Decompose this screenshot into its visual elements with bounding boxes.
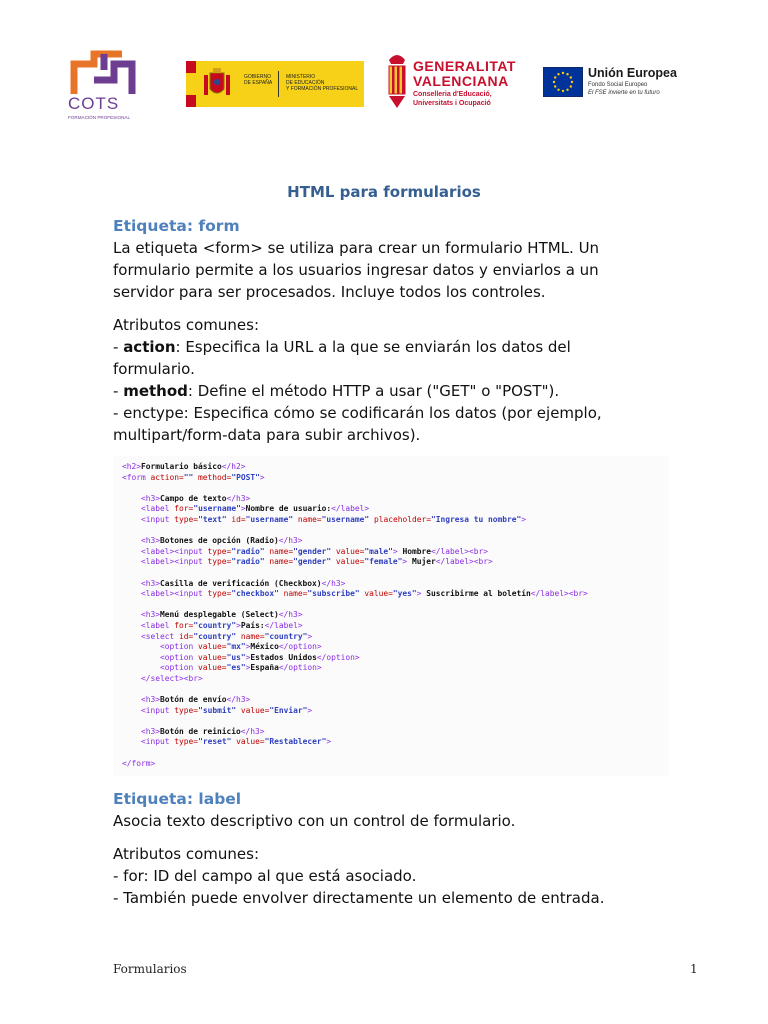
header-logos bbox=[0, 40, 768, 130]
ministerio-text: MINISTERIO DE EDUCACIÓN Y FORMACIÓN PROFESIONAL bbox=[286, 74, 359, 92]
eu-star-icon bbox=[562, 72, 564, 74]
generalitat-line2: VALENCIANA bbox=[413, 73, 509, 89]
cots-subtitle: FORMACIÓN PROFESIONAL bbox=[68, 115, 131, 120]
paragraph-line: servidor para ser procesados. Incluye todos los controles. bbox=[113, 283, 546, 301]
eu-star-icon bbox=[554, 85, 556, 87]
attr-enctype-cont: multipart/form-data para subir archivos). bbox=[113, 426, 421, 444]
eu-logo bbox=[543, 67, 693, 103]
attr-enctype: - enctype: Especifica cómo se codificarán los datos (por ejemplo, bbox=[113, 404, 602, 422]
section-label bbox=[113, 788, 673, 909]
list-item: - También puede envolver directamente un elemento de entrada. bbox=[113, 889, 605, 907]
eu-star-icon bbox=[553, 81, 555, 83]
eu-slogan: El FSE invierte en tu futuro bbox=[588, 90, 660, 96]
attr-action-name: action bbox=[123, 338, 176, 356]
eu-star-icon bbox=[562, 90, 564, 92]
attr-method-name: method bbox=[123, 382, 188, 400]
gobierno-logo bbox=[186, 61, 364, 107]
generalitat-line3: Conselleria d'Educació, Universitats i Ocupació bbox=[413, 91, 492, 107]
attr-method: - method: Define el método HTTP a usar ("GET" o "POST"). bbox=[113, 382, 560, 400]
eu-star-icon bbox=[566, 89, 568, 91]
attrs-heading: Atributos comunes: bbox=[113, 845, 260, 863]
section-heading-label: Etiqueta: label bbox=[113, 790, 242, 808]
cots-mark-icon bbox=[70, 50, 136, 96]
spain-flag-icon bbox=[186, 61, 196, 107]
document-title: HTML para formularios bbox=[287, 183, 481, 201]
generalitat-line1: GENERALITAT bbox=[413, 58, 516, 74]
footer-title: Formularios bbox=[113, 962, 187, 976]
paragraph-line: Asocia texto descriptivo con un control de formulario. bbox=[113, 812, 516, 830]
page-number: 1 bbox=[690, 962, 698, 976]
eu-star-icon bbox=[570, 76, 572, 78]
attrs-heading: Atributos comunes: bbox=[113, 316, 260, 334]
eu-star-icon bbox=[554, 76, 556, 78]
paragraph-line: formulario permite a los usuarios ingresar datos y enviarlos a un bbox=[113, 261, 599, 279]
eu-star-icon bbox=[557, 89, 559, 91]
eu-star-icon bbox=[557, 73, 559, 75]
list-item: - for: ID del campo al que está asociado. bbox=[113, 867, 417, 885]
eu-star-icon bbox=[571, 81, 573, 83]
cots-wordmark: COTS bbox=[68, 94, 120, 113]
eu-title: Unión Europea bbox=[588, 66, 677, 80]
generalitat-emblem-icon bbox=[386, 50, 408, 112]
gobierno-text: GOBIERNO DE ESPAÑA bbox=[244, 74, 273, 86]
eu-fund: Fondo Social Europeo bbox=[588, 82, 648, 88]
cots-logo bbox=[68, 50, 140, 130]
generalitat-logo bbox=[386, 50, 526, 120]
paragraph-line: La etiqueta <form> se utiliza para crear un formulario HTML. Un bbox=[113, 239, 600, 257]
eu-flag-icon bbox=[543, 67, 583, 97]
eu-star-icon bbox=[566, 73, 568, 75]
attr-action-cont: formulario. bbox=[113, 360, 195, 378]
code-block: <h2>Formulario básico</h2> <form action="" method="POST"> <h3>Campo de texto</h3> <label for="username">Nombre de usuario:</label> <input type="text" id="username" name="username" placeholder="Ingresa tu nombre"> <h3>Botones de opción (Radio)</h3> <label><input type="radio" name="gender" value="male"> Hombre</label><br> <label><input type="radio" name="gender" value="female"> Mujer</label><br> <h3>Casilla de verificación (Checkbox)</h3> <label><input type="checkbox" name="subscribe" value="yes"> Suscribirme al boletín</label><br> <h3>Menú desplegable (Select)</h3> <label for="country">País:</label> <select id="country" name="country"> <option value="mx">México</option> <option value="us">Estados Unidos</option> <option value="es">España</option> </select><br> <h3>Botón de envío</h3> <input type="submit" value="Enviar"> <h3>Botón de reinicio</h3> <input type="reset" value="Restablecer"> </form> bbox=[122, 462, 588, 768]
code-screenshot bbox=[113, 456, 669, 776]
spain-coat-of-arms-icon bbox=[202, 67, 232, 101]
eu-star-icon bbox=[570, 85, 572, 87]
gobierno-separator bbox=[278, 71, 279, 97]
section-form bbox=[113, 215, 673, 446]
attr-action: - action: Especifica la URL a la que se enviarán los datos del bbox=[113, 338, 571, 356]
section-heading-form: Etiqueta: form bbox=[113, 217, 240, 235]
